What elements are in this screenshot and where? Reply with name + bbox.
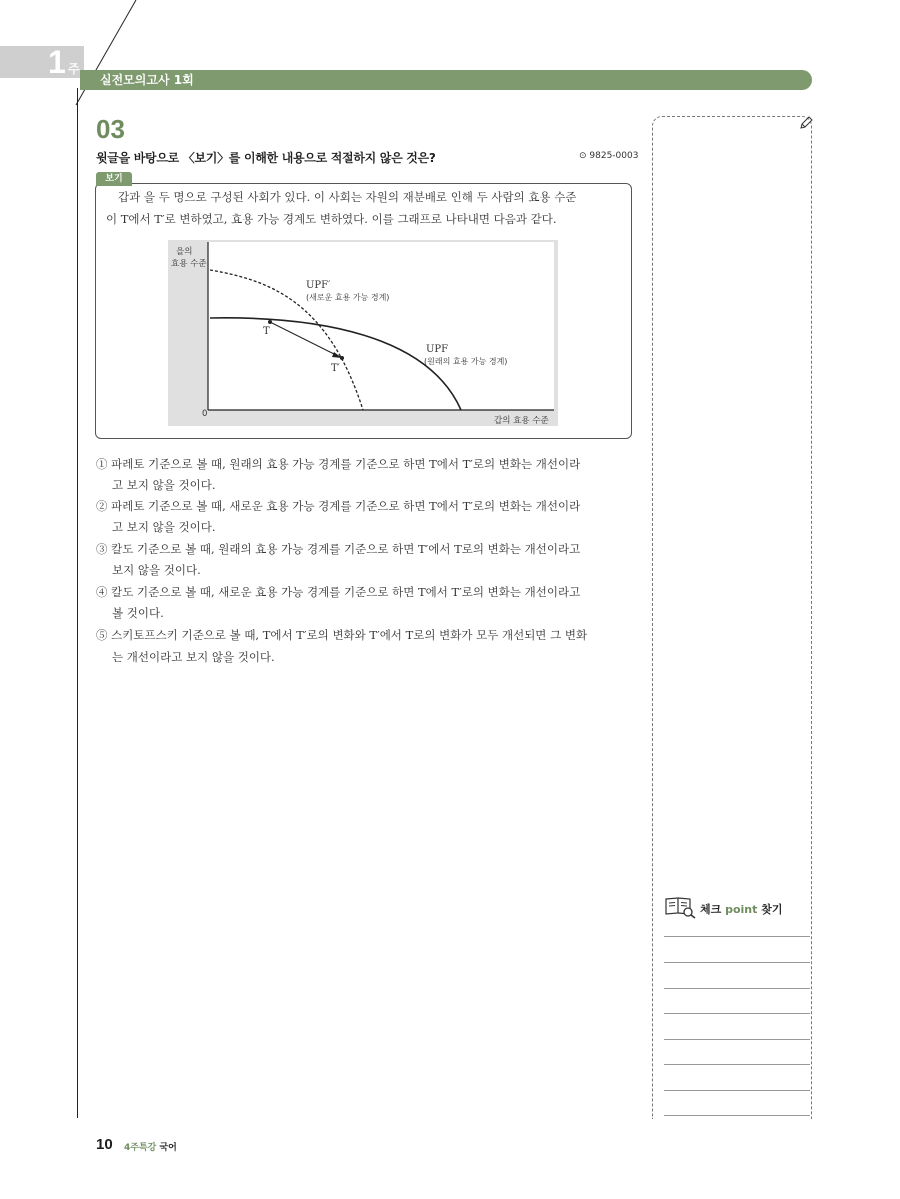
book-title: 4주특강 국어 xyxy=(124,1143,177,1153)
point-tprime xyxy=(340,356,344,360)
ylabel-line2: 효용 수준 xyxy=(171,259,207,269)
point-t xyxy=(268,320,272,324)
left-margin-line xyxy=(77,88,78,1118)
option-4-cont: 볼 것이다. xyxy=(112,606,164,620)
page-number: 10 xyxy=(96,1136,113,1153)
week-number: 1 xyxy=(48,44,66,80)
note-line xyxy=(664,1090,810,1091)
example-box-tab: 보기 xyxy=(96,172,132,186)
option-1[interactable]: ① 파레토 기준으로 볼 때, 원래의 효용 가능 경계를 기준으로 하면 T에서 T′로의 변화는 개선이라 xyxy=(96,457,581,471)
note-line xyxy=(664,1013,810,1014)
option-2[interactable]: ② 파레토 기준으로 볼 때, 새로운 효용 가능 경계를 기준으로 하면 T에서 T′로의 변화는 개선이라 xyxy=(96,499,581,513)
origin-label: 0 xyxy=(202,409,208,419)
series-label-upf: UPF xyxy=(426,344,449,355)
plot-area xyxy=(208,242,554,410)
point-label-tprime: T′ xyxy=(331,363,340,374)
series-annotation-upf: (원래의 효용 가능 경계) xyxy=(424,357,508,366)
xlabel: 갑의 효용 수준 xyxy=(494,416,549,426)
section-title: 실전모의고사 1회 xyxy=(100,73,194,87)
question-number: 03 xyxy=(96,114,125,144)
series-label-upf-new: UPF′ xyxy=(306,280,331,291)
book-magnifier-icon xyxy=(664,895,696,919)
upf-chart xyxy=(168,240,558,426)
check-point-title: 체크 point 찾기 xyxy=(700,903,783,916)
question-code: ⊙ 9825-0003 xyxy=(579,151,639,161)
note-line xyxy=(664,936,810,937)
week-suffix: 주 xyxy=(68,62,80,76)
option-3-cont: 보지 않을 것이다. xyxy=(112,563,201,577)
note-line xyxy=(664,1115,810,1116)
memo-panel xyxy=(652,116,812,1119)
pencil-icon xyxy=(798,115,814,131)
example-text-line: 이 T에서 T′로 변하였고, 효용 가능 경계도 변하였다. 이를 그래프로 나타내면 다음과 같다. xyxy=(106,212,557,226)
point-label-t: T xyxy=(263,326,270,337)
note-line xyxy=(664,988,810,989)
option-4[interactable]: ④ 칼도 기준으로 볼 때, 새로운 효용 가능 경계를 기준으로 하면 T에서 T′로의 변화는 개선이라고 xyxy=(96,585,581,599)
option-2-cont: 고 보지 않을 것이다. xyxy=(112,520,216,534)
note-line xyxy=(664,1039,810,1040)
example-text-line: 갑과 을 두 명으로 구성된 사회가 있다. 이 사회는 자원의 재분배로 인해 두 사람의 효용 수준 xyxy=(118,190,577,204)
option-3[interactable]: ③ 칼도 기준으로 볼 때, 원래의 효용 가능 경계를 기준으로 하면 T′에서 T로의 변화는 개선이라고 xyxy=(96,542,581,556)
note-line xyxy=(664,1064,810,1065)
option-1-cont: 고 보지 않을 것이다. xyxy=(112,478,216,492)
question-stem: 윗글을 바탕으로 〈보기〉를 이해한 내용으로 적절하지 않은 것은? xyxy=(96,151,436,165)
option-5[interactable]: ⑤ 스키토프스키 기준으로 볼 때, T에서 T′로의 변화와 T′에서 T로의 변화가 모두 개선되면 그 변화 xyxy=(96,628,588,642)
ylabel-line1: 을의 xyxy=(176,247,193,257)
option-5-cont: 는 개선이라고 보지 않을 것이다. xyxy=(112,650,275,664)
series-annotation-upf-new: (새로운 효용 가능 경계) xyxy=(306,293,390,302)
note-line xyxy=(664,962,810,963)
